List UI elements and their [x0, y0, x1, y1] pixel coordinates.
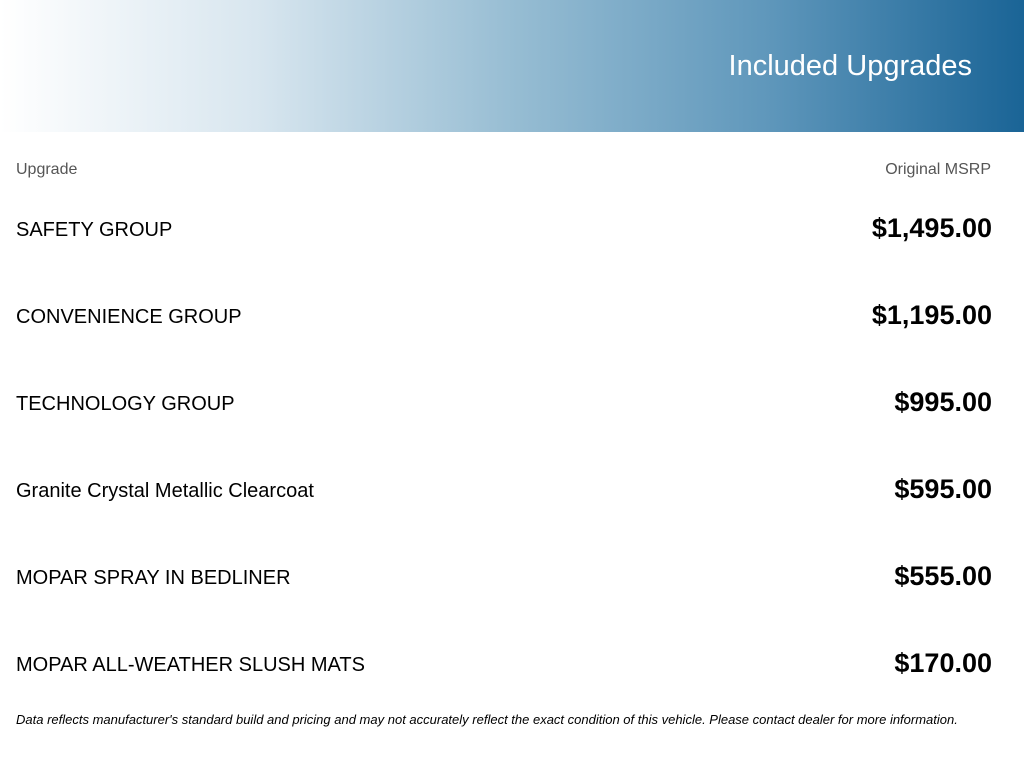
upgrade-row: [16, 632, 992, 719]
upgrade-name: CONVENIENCE GROUP: [16, 306, 242, 328]
upgrade-price: $1,195.00: [871, 300, 992, 330]
upgrade-row: [16, 197, 992, 284]
upgrade-price: $170.00: [894, 648, 992, 678]
upgrade-row: [16, 545, 992, 632]
upgrade-price: $995.00: [894, 387, 992, 417]
upgrade-name: TECHNOLOGY GROUP: [16, 393, 235, 415]
upgrade-name: MOPAR ALL-WEATHER SLUSH MATS: [16, 654, 365, 676]
upgrade-name: Granite Crystal Metallic Clearcoat: [16, 480, 314, 502]
upgrades-list: [16, 197, 992, 719]
upgrade-column-header: Upgrade: [16, 161, 78, 178]
upgrade-price: $1,495.00: [871, 213, 992, 243]
disclaimer-text: Data reflects manufacturer's standard build and pricing and may not accurately reflect the exact condition of this vehicle. Please contact dealer for more information.: [16, 712, 958, 727]
upgrade-name: MOPAR SPRAY IN BEDLINER: [16, 567, 291, 589]
upgrade-row: [16, 371, 992, 458]
page-title: Included Upgrades: [728, 50, 972, 82]
upgrade-row: [16, 284, 992, 371]
table-header: [16, 161, 991, 179]
upgrade-price: $555.00: [894, 561, 992, 591]
header-banner: [0, 0, 1024, 132]
upgrade-row: [16, 458, 992, 545]
msrp-column-header: Original MSRP: [885, 161, 991, 178]
upgrade-name: SAFETY GROUP: [16, 219, 173, 241]
upgrade-price: $595.00: [894, 474, 992, 504]
